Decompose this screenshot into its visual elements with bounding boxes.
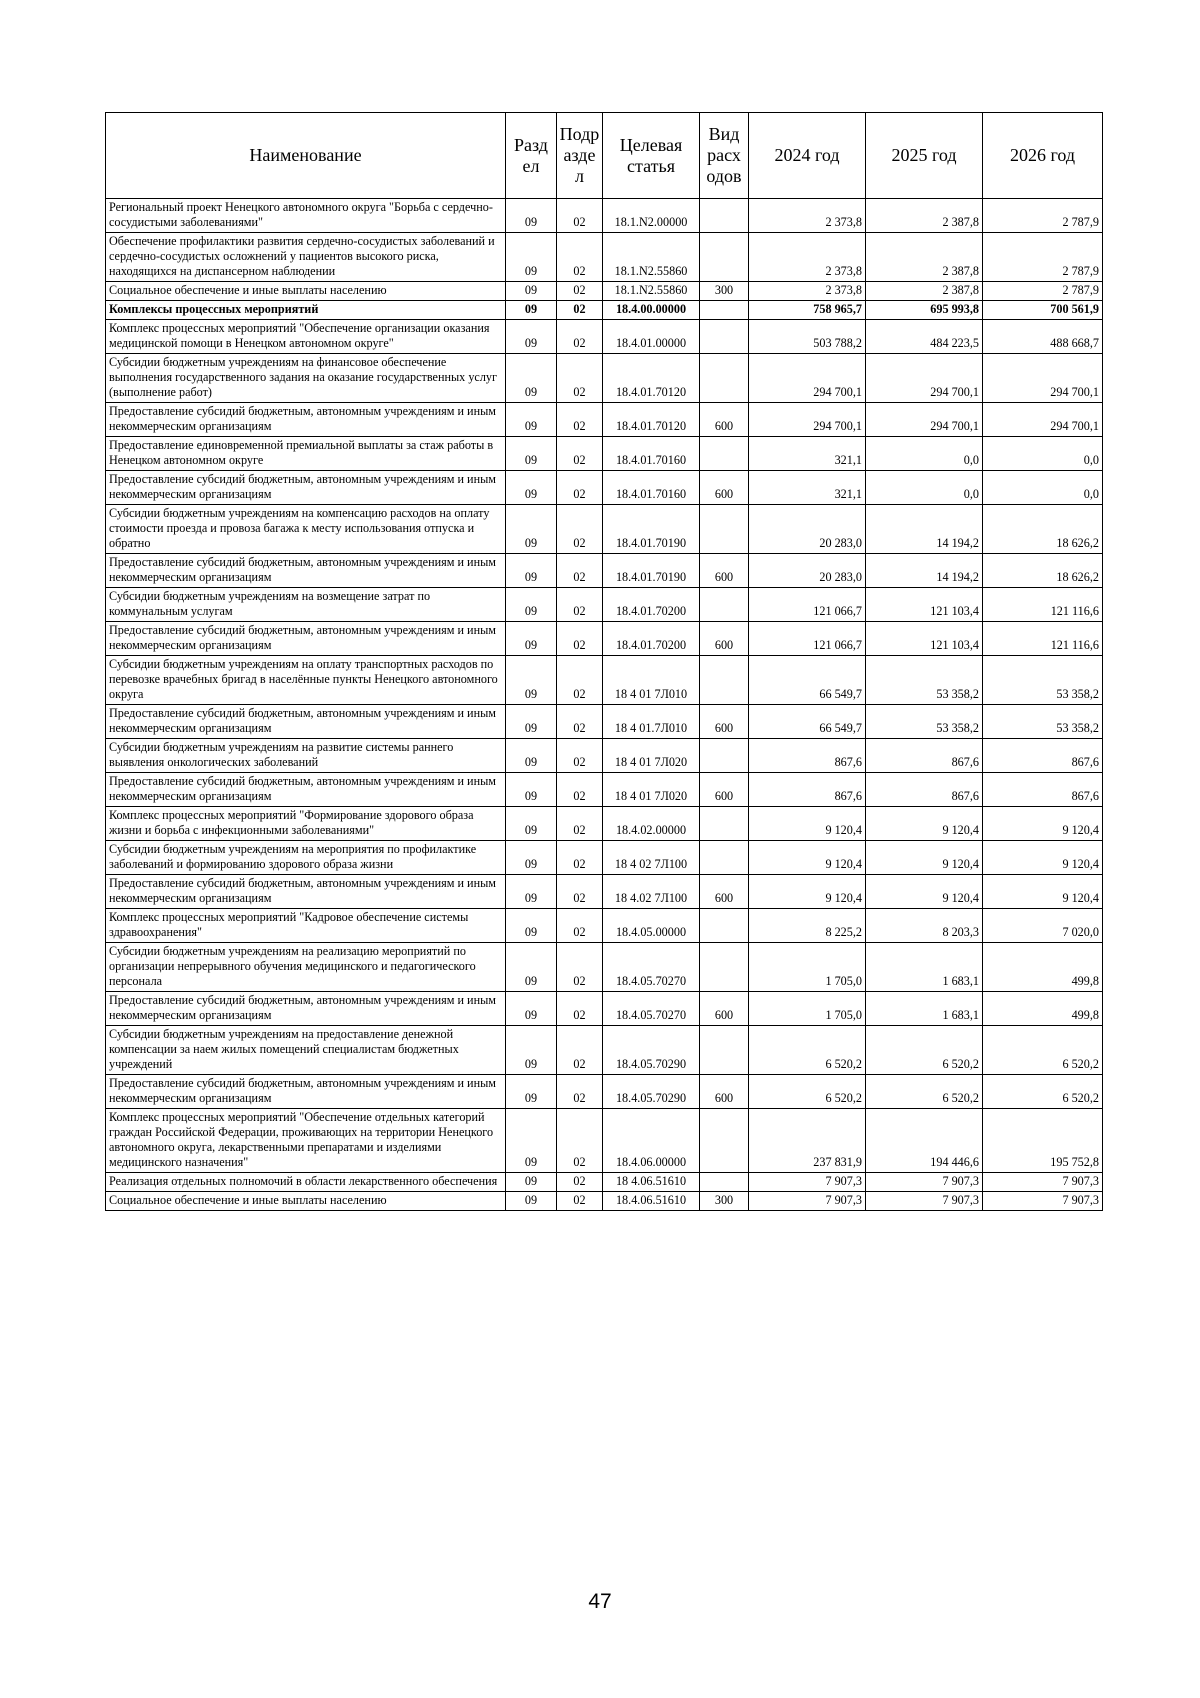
cell-target: 18.1.N2.55860 — [603, 282, 700, 301]
cell-2024: 8 225,2 — [749, 909, 866, 943]
cell-name: Субсидии бюджетным учреждениям на компенсацию расходов на оплату стоимости проезда и провоза багажа к месту использования отпуска и обратно — [106, 505, 506, 554]
cell-expense-type: 600 — [700, 471, 749, 505]
cell-name: Субсидии бюджетным учреждениям на предоставление денежной компенсации за наем жилых помещений специалистам бюджетных учреждений — [106, 1026, 506, 1075]
cell-2024: 294 700,1 — [749, 403, 866, 437]
cell-subsection: 02 — [557, 841, 603, 875]
cell-2024: 294 700,1 — [749, 354, 866, 403]
cell-2026: 0,0 — [983, 437, 1103, 471]
cell-expense-type — [700, 354, 749, 403]
cell-target: 18.4.05.70290 — [603, 1075, 700, 1109]
cell-2025: 867,6 — [866, 739, 983, 773]
cell-target: 18 4.06.51610 — [603, 1173, 700, 1192]
cell-2026: 18 626,2 — [983, 505, 1103, 554]
cell-2026: 0,0 — [983, 471, 1103, 505]
cell-2026: 488 668,7 — [983, 320, 1103, 354]
cell-section: 09 — [506, 943, 557, 992]
cell-target: 18.4.06.00000 — [603, 1109, 700, 1173]
cell-target: 18.4.00.00000 — [603, 301, 700, 320]
cell-expense-type — [700, 739, 749, 773]
budget-table — [105, 112, 1103, 1211]
cell-expense-type: 300 — [700, 1192, 749, 1211]
table-row — [106, 992, 1103, 1026]
cell-2024: 6 520,2 — [749, 1026, 866, 1075]
cell-name: Предоставление субсидий бюджетным, автономным учреждениям и иным некоммерческим организациям — [106, 471, 506, 505]
cell-expense-type: 600 — [700, 1075, 749, 1109]
table-row — [106, 301, 1103, 320]
cell-target: 18.4.05.70270 — [603, 943, 700, 992]
cell-expense-type: 600 — [700, 403, 749, 437]
cell-name: Предоставление субсидий бюджетным, автономным учреждениям и иным некоммерческим организациям — [106, 554, 506, 588]
cell-subsection: 02 — [557, 403, 603, 437]
table-row — [106, 554, 1103, 588]
cell-subsection: 02 — [557, 943, 603, 992]
cell-expense-type: 600 — [700, 773, 749, 807]
cell-2026: 9 120,4 — [983, 875, 1103, 909]
table-row — [106, 773, 1103, 807]
cell-expense-type — [700, 909, 749, 943]
cell-section: 09 — [506, 1109, 557, 1173]
cell-2024: 9 120,4 — [749, 875, 866, 909]
table-row — [106, 354, 1103, 403]
cell-section: 09 — [506, 1075, 557, 1109]
cell-2026: 499,8 — [983, 992, 1103, 1026]
cell-subsection: 02 — [557, 1026, 603, 1075]
table-row — [106, 320, 1103, 354]
cell-2024: 9 120,4 — [749, 807, 866, 841]
cell-subsection: 02 — [557, 199, 603, 233]
cell-target: 18.4.05.70290 — [603, 1026, 700, 1075]
cell-section: 09 — [506, 909, 557, 943]
cell-expense-type: 600 — [700, 622, 749, 656]
cell-name: Комплекс процессных мероприятий "Кадровое обеспечение системы здравоохранения" — [106, 909, 506, 943]
cell-subsection: 02 — [557, 1109, 603, 1173]
cell-expense-type — [700, 233, 749, 282]
cell-subsection: 02 — [557, 705, 603, 739]
cell-name: Предоставление субсидий бюджетным, автономным учреждениям и иным некоммерческим организациям — [106, 622, 506, 656]
cell-subsection: 02 — [557, 1192, 603, 1211]
cell-2024: 66 549,7 — [749, 656, 866, 705]
cell-subsection: 02 — [557, 437, 603, 471]
cell-2026: 499,8 — [983, 943, 1103, 992]
cell-2024: 7 907,3 — [749, 1192, 866, 1211]
cell-2025: 2 387,8 — [866, 282, 983, 301]
table-row — [106, 1075, 1103, 1109]
page-number: 47 — [588, 1590, 612, 1613]
cell-2026: 121 116,6 — [983, 588, 1103, 622]
cell-section: 09 — [506, 1026, 557, 1075]
cell-name: Комплекс процессных мероприятий "Обеспечение организации оказания медицинской помощи в Ненецком автономном округе" — [106, 320, 506, 354]
cell-subsection: 02 — [557, 992, 603, 1026]
cell-2026: 121 116,6 — [983, 622, 1103, 656]
cell-section: 09 — [506, 875, 557, 909]
header-target: Целевая статья — [603, 113, 700, 199]
table-row — [106, 282, 1103, 301]
cell-name: Обеспечение профилактики развития сердечно-сосудистых заболеваний и сердечно-сосудистых осложнений у пациентов высокого риска, находящихся на диспансерном наблюдении — [106, 233, 506, 282]
cell-2026: 7 907,3 — [983, 1173, 1103, 1192]
header-expense-type: Вид расх одов — [700, 113, 749, 199]
table-row — [106, 1109, 1103, 1173]
table-header-row — [106, 113, 1103, 199]
cell-2025: 7 907,3 — [866, 1192, 983, 1211]
cell-section: 09 — [506, 233, 557, 282]
header-name: Наименование — [106, 113, 506, 199]
cell-target: 18.4.01.70200 — [603, 588, 700, 622]
cell-name: Субсидии бюджетным учреждениям на финансовое обеспечение выполнения государственного задания на оказание государственных услуг (выполнение работ) — [106, 354, 506, 403]
cell-section: 09 — [506, 841, 557, 875]
cell-section: 09 — [506, 471, 557, 505]
cell-section: 09 — [506, 1192, 557, 1211]
cell-subsection: 02 — [557, 320, 603, 354]
cell-name: Реализация отдельных полномочий в области лекарственного обеспечения — [106, 1173, 506, 1192]
cell-2025: 194 446,6 — [866, 1109, 983, 1173]
cell-expense-type: 600 — [700, 705, 749, 739]
cell-2025: 294 700,1 — [866, 403, 983, 437]
cell-subsection: 02 — [557, 1075, 603, 1109]
cell-subsection: 02 — [557, 622, 603, 656]
cell-subsection: 02 — [557, 773, 603, 807]
cell-expense-type: 600 — [700, 992, 749, 1026]
cell-2026: 53 358,2 — [983, 705, 1103, 739]
cell-target: 18.1.N2.00000 — [603, 199, 700, 233]
cell-2026: 18 626,2 — [983, 554, 1103, 588]
cell-2024: 237 831,9 — [749, 1109, 866, 1173]
cell-target: 18 4 01 7Л010 — [603, 656, 700, 705]
cell-2024: 2 373,8 — [749, 199, 866, 233]
cell-name: Социальное обеспечение и иные выплаты населению — [106, 1192, 506, 1211]
cell-target: 18.4.01.70120 — [603, 354, 700, 403]
table-row — [106, 1173, 1103, 1192]
cell-name: Субсидии бюджетным учреждениям на возмещение затрат по коммунальным услугам — [106, 588, 506, 622]
cell-name: Социальное обеспечение и иные выплаты населению — [106, 282, 506, 301]
header-2024: 2024 год — [749, 113, 866, 199]
cell-2025: 484 223,5 — [866, 320, 983, 354]
cell-2026: 2 787,9 — [983, 282, 1103, 301]
cell-section: 09 — [506, 554, 557, 588]
table-row — [106, 943, 1103, 992]
cell-section: 09 — [506, 622, 557, 656]
table-row — [106, 875, 1103, 909]
cell-2025: 9 120,4 — [866, 841, 983, 875]
cell-target: 18.4.01.70190 — [603, 554, 700, 588]
cell-name: Предоставление субсидий бюджетным, автономным учреждениям и иным некоммерческим организациям — [106, 992, 506, 1026]
cell-2026: 53 358,2 — [983, 656, 1103, 705]
cell-expense-type — [700, 588, 749, 622]
cell-section: 09 — [506, 505, 557, 554]
cell-expense-type: 600 — [700, 875, 749, 909]
table-row — [106, 909, 1103, 943]
cell-expense-type — [700, 199, 749, 233]
cell-target: 18.1.N2.55860 — [603, 233, 700, 282]
cell-section: 09 — [506, 301, 557, 320]
cell-2026: 700 561,9 — [983, 301, 1103, 320]
cell-name: Предоставление субсидий бюджетным, автономным учреждениям и иным некоммерческим организациям — [106, 875, 506, 909]
cell-2024: 321,1 — [749, 471, 866, 505]
cell-2026: 9 120,4 — [983, 841, 1103, 875]
table-row — [106, 841, 1103, 875]
cell-name: Предоставление субсидий бюджетным, автономным учреждениям и иным некоммерческим организациям — [106, 403, 506, 437]
table-row — [106, 505, 1103, 554]
cell-expense-type — [700, 1026, 749, 1075]
table-row — [106, 1192, 1103, 1211]
cell-2024: 1 705,0 — [749, 992, 866, 1026]
cell-2026: 6 520,2 — [983, 1026, 1103, 1075]
cell-section: 09 — [506, 992, 557, 1026]
cell-subsection: 02 — [557, 588, 603, 622]
cell-name: Предоставление субсидий бюджетным, автономным учреждениям и иным некоммерческим организациям — [106, 1075, 506, 1109]
cell-2024: 867,6 — [749, 773, 866, 807]
cell-expense-type — [700, 943, 749, 992]
cell-2025: 9 120,4 — [866, 875, 983, 909]
cell-section: 09 — [506, 656, 557, 705]
cell-name: Предоставление единовременной премиальной выплаты за стаж работы в Ненецком автономном округе — [106, 437, 506, 471]
cell-2025: 867,6 — [866, 773, 983, 807]
cell-2024: 121 066,7 — [749, 622, 866, 656]
cell-2024: 20 283,0 — [749, 554, 866, 588]
cell-name: Комплекс процессных мероприятий "Формирование здорового образа жизни и борьба с инфекционными заболеваниями" — [106, 807, 506, 841]
cell-2024: 503 788,2 — [749, 320, 866, 354]
cell-2025: 6 520,2 — [866, 1075, 983, 1109]
cell-name: Комплекс процессных мероприятий "Обеспечение отдельных категорий граждан Российской Федерации, проживающих на территории Ненецкого автономного округа, лекарственными препаратами и изделиями медицинского назначения" — [106, 1109, 506, 1173]
table-row — [106, 622, 1103, 656]
cell-2026: 9 120,4 — [983, 807, 1103, 841]
cell-expense-type — [700, 656, 749, 705]
header-subsection: Подр азде л — [557, 113, 603, 199]
cell-expense-type — [700, 841, 749, 875]
cell-section: 09 — [506, 354, 557, 403]
table-row — [106, 807, 1103, 841]
cell-subsection: 02 — [557, 354, 603, 403]
cell-target: 18.4.01.70190 — [603, 505, 700, 554]
cell-2025: 14 194,2 — [866, 505, 983, 554]
table-row — [106, 705, 1103, 739]
cell-name: Предоставление субсидий бюджетным, автономным учреждениям и иным некоммерческим организациям — [106, 773, 506, 807]
cell-target: 18.4.01.70200 — [603, 622, 700, 656]
cell-target: 18 4.02 7Л100 — [603, 875, 700, 909]
cell-2026: 294 700,1 — [983, 354, 1103, 403]
cell-2025: 8 203,3 — [866, 909, 983, 943]
table-row — [106, 1026, 1103, 1075]
cell-expense-type — [700, 301, 749, 320]
cell-subsection: 02 — [557, 909, 603, 943]
cell-2026: 2 787,9 — [983, 233, 1103, 282]
cell-target: 18.4.02.00000 — [603, 807, 700, 841]
cell-2025: 53 358,2 — [866, 656, 983, 705]
cell-expense-type — [700, 505, 749, 554]
cell-2024: 6 520,2 — [749, 1075, 866, 1109]
cell-expense-type: 300 — [700, 282, 749, 301]
cell-2024: 867,6 — [749, 739, 866, 773]
cell-2026: 867,6 — [983, 739, 1103, 773]
cell-2025: 121 103,4 — [866, 588, 983, 622]
cell-2025: 6 520,2 — [866, 1026, 983, 1075]
cell-2026: 294 700,1 — [983, 403, 1103, 437]
cell-2025: 695 993,8 — [866, 301, 983, 320]
cell-name: Субсидии бюджетным учреждениям на реализацию мероприятий по организации непрерывного обучения медицинского и педагогического персонала — [106, 943, 506, 992]
cell-section: 09 — [506, 773, 557, 807]
cell-section: 09 — [506, 437, 557, 471]
cell-2024: 321,1 — [749, 437, 866, 471]
cell-subsection: 02 — [557, 1173, 603, 1192]
cell-name: Субсидии бюджетным учреждениям на оплату транспортных расходов по перевозке врачебных бригад в населённые пункты Ненецкого автономного округа — [106, 656, 506, 705]
cell-subsection: 02 — [557, 554, 603, 588]
cell-2025: 294 700,1 — [866, 354, 983, 403]
table-row — [106, 233, 1103, 282]
cell-target: 18.4.01.70160 — [603, 437, 700, 471]
cell-2024: 758 965,7 — [749, 301, 866, 320]
cell-name: Комплексы процессных мероприятий — [106, 301, 506, 320]
table-row — [106, 588, 1103, 622]
cell-2024: 7 907,3 — [749, 1173, 866, 1192]
table-row — [106, 739, 1103, 773]
cell-expense-type — [700, 320, 749, 354]
header-section: Разд ел — [506, 113, 557, 199]
cell-expense-type — [700, 807, 749, 841]
cell-subsection: 02 — [557, 656, 603, 705]
cell-section: 09 — [506, 705, 557, 739]
cell-expense-type — [700, 1109, 749, 1173]
cell-2025: 1 683,1 — [866, 943, 983, 992]
table-row — [106, 656, 1103, 705]
cell-section: 09 — [506, 1173, 557, 1192]
cell-2025: 121 103,4 — [866, 622, 983, 656]
cell-2025: 2 387,8 — [866, 199, 983, 233]
table-row — [106, 403, 1103, 437]
cell-2025: 14 194,2 — [866, 554, 983, 588]
cell-target: 18.4.06.51610 — [603, 1192, 700, 1211]
cell-2025: 2 387,8 — [866, 233, 983, 282]
cell-target: 18.4.05.70270 — [603, 992, 700, 1026]
cell-2026: 2 787,9 — [983, 199, 1103, 233]
cell-name: Предоставление субсидий бюджетным, автономным учреждениям и иным некоммерческим организациям — [106, 705, 506, 739]
cell-2024: 2 373,8 — [749, 233, 866, 282]
table-row — [106, 471, 1103, 505]
header-2025: 2025 год — [866, 113, 983, 199]
cell-name: Субсидии бюджетным учреждениям на развитие системы раннего выявления онкологических заболеваний — [106, 739, 506, 773]
cell-section: 09 — [506, 199, 557, 233]
cell-target: 18.4.05.00000 — [603, 909, 700, 943]
cell-2024: 20 283,0 — [749, 505, 866, 554]
cell-target: 18 4 01 7Л020 — [603, 739, 700, 773]
cell-2025: 53 358,2 — [866, 705, 983, 739]
table-row — [106, 437, 1103, 471]
cell-2025: 0,0 — [866, 471, 983, 505]
table-body — [106, 199, 1103, 1211]
cell-section: 09 — [506, 588, 557, 622]
cell-target: 18.4.01.00000 — [603, 320, 700, 354]
cell-section: 09 — [506, 320, 557, 354]
cell-2026: 867,6 — [983, 773, 1103, 807]
cell-target: 18.4.01.70160 — [603, 471, 700, 505]
cell-2024: 66 549,7 — [749, 705, 866, 739]
cell-2026: 7 020,0 — [983, 909, 1103, 943]
cell-2025: 0,0 — [866, 437, 983, 471]
cell-subsection: 02 — [557, 282, 603, 301]
cell-2024: 9 120,4 — [749, 841, 866, 875]
cell-2026: 6 520,2 — [983, 1075, 1103, 1109]
cell-subsection: 02 — [557, 875, 603, 909]
cell-subsection: 02 — [557, 233, 603, 282]
cell-subsection: 02 — [557, 471, 603, 505]
cell-expense-type: 600 — [700, 554, 749, 588]
cell-2024: 121 066,7 — [749, 588, 866, 622]
table-row — [106, 199, 1103, 233]
cell-target: 18 4 01 7Л020 — [603, 773, 700, 807]
cell-2026: 7 907,3 — [983, 1192, 1103, 1211]
cell-name: Региональный проект Ненецкого автономного округа "Борьба с сердечно-сосудистыми заболеваниями" — [106, 199, 506, 233]
cell-2024: 1 705,0 — [749, 943, 866, 992]
cell-2024: 2 373,8 — [749, 282, 866, 301]
cell-2025: 7 907,3 — [866, 1173, 983, 1192]
header-2026: 2026 год — [983, 113, 1103, 199]
cell-section: 09 — [506, 282, 557, 301]
cell-2025: 1 683,1 — [866, 992, 983, 1026]
cell-subsection: 02 — [557, 505, 603, 554]
cell-target: 18 4 01.7Л010 — [603, 705, 700, 739]
cell-name: Субсидии бюджетным учреждениям на мероприятия по профилактике заболеваний и формированию здорового образа жизни — [106, 841, 506, 875]
cell-subsection: 02 — [557, 739, 603, 773]
cell-section: 09 — [506, 739, 557, 773]
cell-subsection: 02 — [557, 301, 603, 320]
cell-2025: 9 120,4 — [866, 807, 983, 841]
cell-target: 18.4.01.70120 — [603, 403, 700, 437]
cell-target: 18 4 02 7Л100 — [603, 841, 700, 875]
cell-2026: 195 752,8 — [983, 1109, 1103, 1173]
cell-section: 09 — [506, 807, 557, 841]
cell-section: 09 — [506, 403, 557, 437]
cell-subsection: 02 — [557, 807, 603, 841]
cell-expense-type — [700, 437, 749, 471]
cell-expense-type — [700, 1173, 749, 1192]
